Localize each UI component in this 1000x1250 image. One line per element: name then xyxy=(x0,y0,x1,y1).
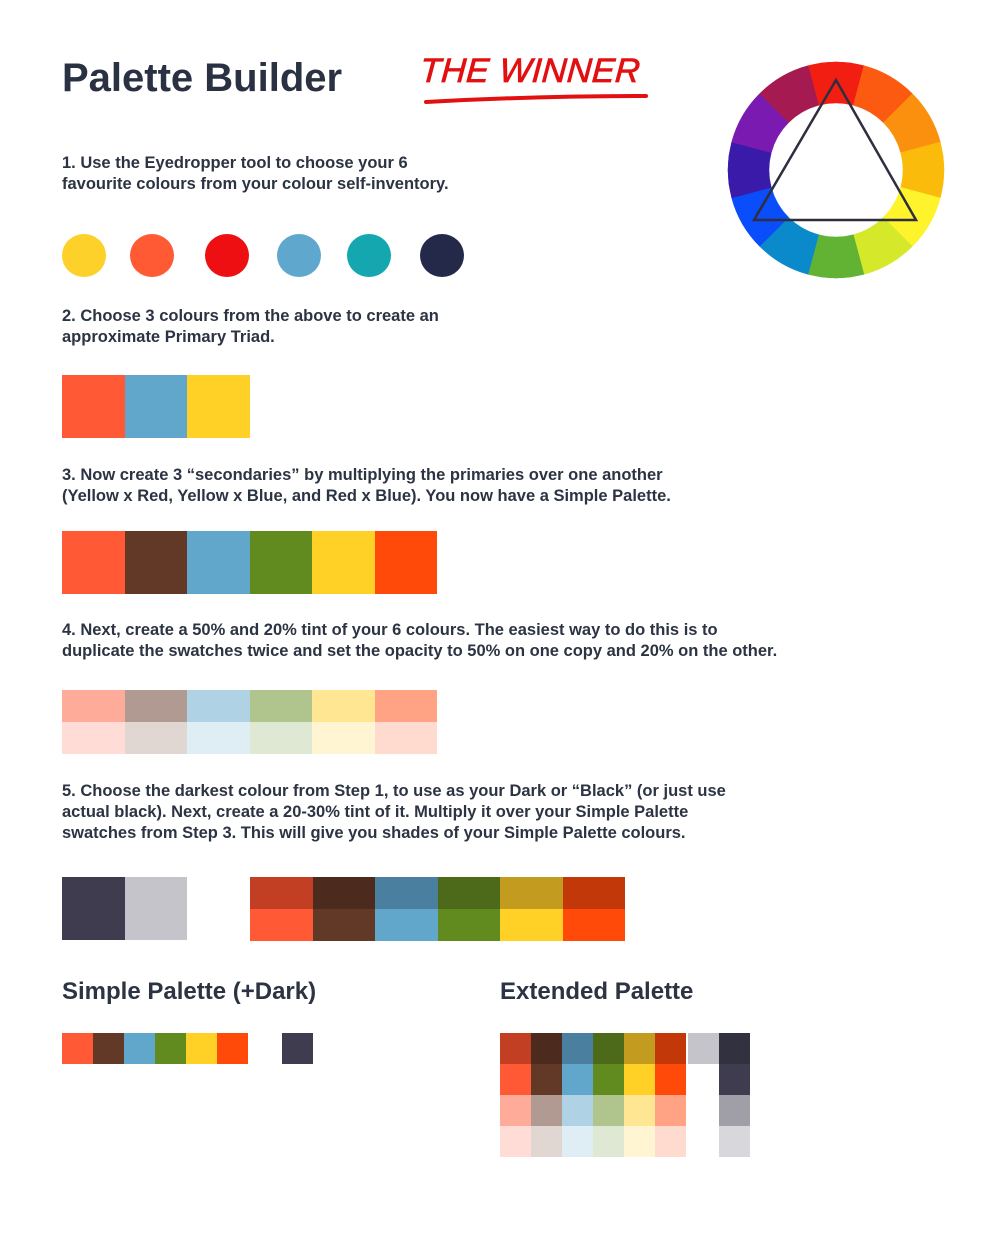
step-3-text: 3. Now create 3 “secondaries” by multiplying the primaries over one another (Yellow x Red, Yellow x Blue, and Red x Blue). You now have a Simple Palette. xyxy=(62,466,671,505)
swatch xyxy=(593,1033,624,1064)
swatch xyxy=(250,531,313,594)
swatch xyxy=(186,1033,217,1064)
dark-swatch xyxy=(62,877,125,940)
primary-triad-swatches xyxy=(62,375,250,438)
swatch xyxy=(531,1095,562,1126)
extended-dark-top xyxy=(719,1033,750,1064)
shaded-base-swatches xyxy=(250,909,625,941)
swatch xyxy=(624,1126,655,1157)
swatch xyxy=(624,1033,655,1064)
swatch xyxy=(375,877,438,909)
favourite-colour-dot xyxy=(130,234,174,277)
swatch xyxy=(312,690,375,722)
swatch xyxy=(655,1033,686,1064)
extended-palette-grid xyxy=(500,1033,752,1159)
swatch xyxy=(531,1064,562,1095)
swatch xyxy=(655,1095,686,1126)
favourite-colour-dot xyxy=(205,234,249,277)
annotation-text: THE WINNER xyxy=(418,52,642,90)
swatch xyxy=(124,1033,155,1064)
swatch xyxy=(500,1033,531,1064)
swatch xyxy=(125,375,188,438)
extended-row-tint50 xyxy=(500,1095,752,1126)
swatch xyxy=(624,1095,655,1126)
extended-dark-50 xyxy=(719,1095,750,1126)
swatch xyxy=(125,531,188,594)
swatch xyxy=(250,690,313,722)
tint-20-swatches xyxy=(62,722,437,754)
swatch xyxy=(62,722,125,754)
swatch xyxy=(500,909,563,941)
extended-palette-heading: Extended Palette xyxy=(500,978,694,1005)
swatch xyxy=(593,1126,624,1157)
swatch xyxy=(125,690,188,722)
swatch xyxy=(562,1095,593,1126)
swatch xyxy=(250,909,313,941)
colour-wheel-segments xyxy=(728,62,944,278)
shaded-swatches xyxy=(250,877,625,909)
favourite-colour-dot xyxy=(62,234,106,277)
simple-palette-heading: Simple Palette (+Dark) xyxy=(62,978,317,1005)
swatch xyxy=(531,1033,562,1064)
swatch xyxy=(500,1095,531,1126)
swatch xyxy=(250,877,313,909)
step-1-text: 1. Use the Eyedropper tool to choose your 6 favourite colours from your colour self-inventory. xyxy=(62,154,449,193)
step-5-text: 5. Choose the darkest colour from Step 1, to use as your Dark or “Black” (or just use actual black). Next, create a 20-30% tint of it. Multiply it over your Simple Palette swatches from Step 3. This will give you shades of your Simple Palette colours. xyxy=(62,782,726,842)
swatch xyxy=(375,531,438,594)
favourite-colour-dot xyxy=(420,234,464,277)
favourite-colour-dot xyxy=(277,234,321,277)
swatch xyxy=(500,877,563,909)
the-winner-annotation xyxy=(418,44,658,110)
swatch xyxy=(187,531,250,594)
swatch xyxy=(593,1095,624,1126)
swatch xyxy=(125,722,188,754)
swatch xyxy=(155,1033,186,1064)
swatch xyxy=(531,1126,562,1157)
simple-palette-dark xyxy=(282,1033,313,1064)
favourite-colour-dot xyxy=(347,234,391,277)
swatch xyxy=(313,877,376,909)
swatch xyxy=(250,722,313,754)
swatch xyxy=(62,690,125,722)
swatch xyxy=(375,722,438,754)
extended-row-base xyxy=(500,1064,752,1095)
dark-tint-swatch xyxy=(125,877,188,940)
swatch xyxy=(312,722,375,754)
swatch xyxy=(93,1033,124,1064)
page-title: Palette Builder xyxy=(62,56,343,100)
swatch xyxy=(217,1033,248,1064)
swatch xyxy=(375,690,438,722)
swatch xyxy=(375,909,438,941)
swatch xyxy=(562,1126,593,1157)
annotation-underline xyxy=(426,96,646,102)
swatch xyxy=(624,1064,655,1095)
extended-dark xyxy=(719,1064,750,1095)
extended-row-tint20 xyxy=(500,1126,752,1157)
swatch xyxy=(500,1126,531,1157)
tint-50-swatches xyxy=(62,690,437,722)
extended-dark-20 xyxy=(719,1126,750,1157)
swatch xyxy=(187,722,250,754)
swatch xyxy=(187,690,250,722)
swatch xyxy=(655,1126,686,1157)
swatch xyxy=(500,1064,531,1095)
swatch xyxy=(313,909,376,941)
simple-palette-swatches xyxy=(62,531,437,594)
colour-wheel xyxy=(726,60,946,280)
swatch xyxy=(312,531,375,594)
swatch xyxy=(62,1033,93,1064)
swatch xyxy=(563,877,626,909)
swatch xyxy=(562,1064,593,1095)
swatch xyxy=(655,1064,686,1095)
simple-palette-strip xyxy=(62,1033,248,1064)
extended-dark-tint xyxy=(688,1033,719,1064)
swatch xyxy=(62,531,125,594)
swatch xyxy=(187,375,250,438)
step-4-text: 4. Next, create a 50% and 20% tint of your 6 colours. The easiest way to do this is to duplicate the swatches twice and set the opacity to 50% on one copy and 20% on the other. xyxy=(62,621,778,660)
swatch xyxy=(438,877,501,909)
swatch xyxy=(562,1033,593,1064)
swatch xyxy=(593,1064,624,1095)
step-2-text: 2. Choose 3 colours from the above to create an approximate Primary Triad. xyxy=(62,307,439,346)
swatch xyxy=(62,375,125,438)
swatch xyxy=(563,909,626,941)
swatch xyxy=(438,909,501,941)
